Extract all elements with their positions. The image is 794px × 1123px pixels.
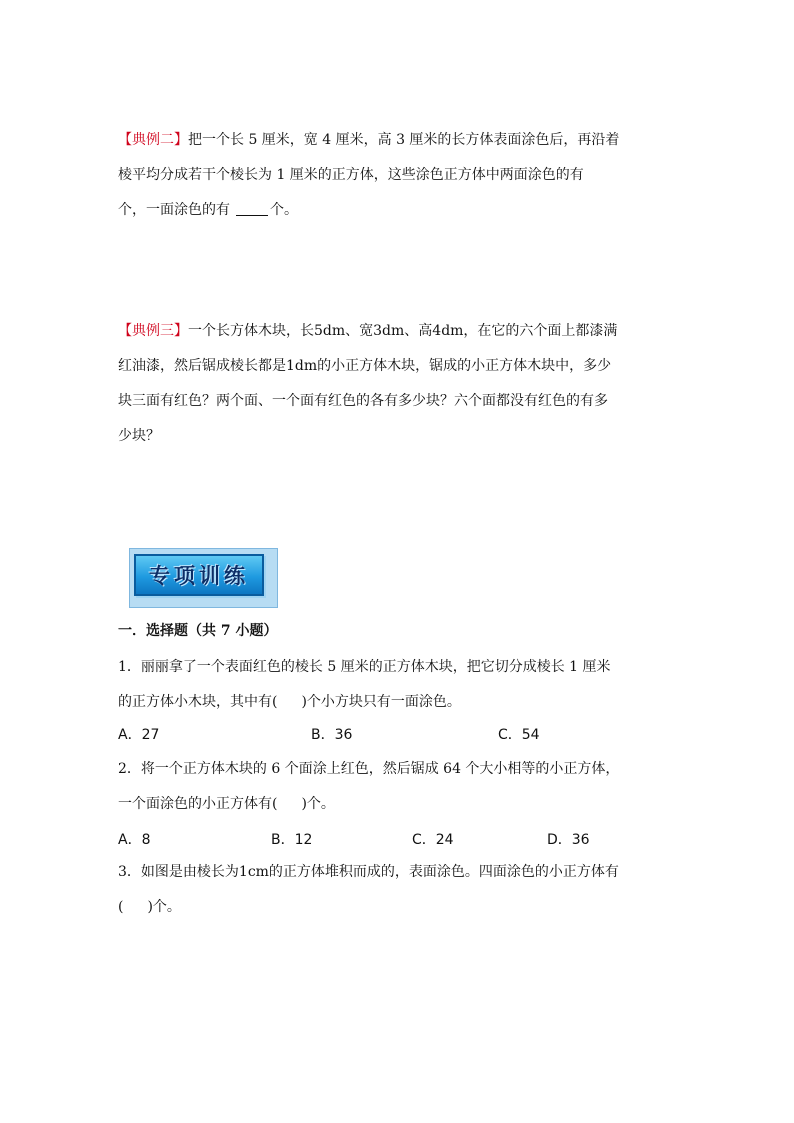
question-1-line-2b: )个小方块只有一面涂色。 (301, 694, 461, 710)
question-1-options (118, 723, 678, 747)
example-3-tag: 【典例三】 (118, 323, 188, 339)
question-3-line-2b: )个。 (147, 899, 181, 915)
question-1 (118, 650, 686, 720)
example-3 (118, 314, 686, 454)
question-3 (118, 855, 686, 925)
question-1-line-1: 1．丽丽拿了一个表面红色的棱长 5 厘米的正方体木块，把它切分成棱长 1 厘米 (118, 659, 611, 675)
question-2-options (118, 828, 678, 852)
option-c[interactable]: C．54 (498, 727, 540, 743)
example-3-line-1: 一个长方体木块，长5dm、宽3dm、高4dm，在它的六个面上都漆满 (188, 323, 618, 339)
question-3-line-1: 3．如图是由棱长为1cm的正方体堆积而成的，表面涂色。四面涂色的小正方体有 (118, 864, 619, 880)
option-a[interactable]: A．8 (118, 832, 151, 848)
example-2-line-2: 棱平均分成若干个棱长为 1 厘米的正方体，这些涂色正方体中两面涂色的有 (118, 167, 584, 183)
question-2-line-1: 2．将一个正方体木块的 6 个面涂上红色，然后锯成 64 个大小相等的小正方体， (118, 761, 620, 777)
special-training-banner (126, 545, 278, 608)
option-b[interactable]: B．36 (311, 727, 353, 743)
question-2-line-2a: 一个面涂色的小正方体有( (118, 796, 278, 812)
banner-title: 专项训练 (149, 564, 249, 588)
question-1-line-2a: 的正方体小木块，其中有( (118, 694, 278, 710)
example-2-line-3b: 个。 (270, 202, 298, 218)
option-b[interactable]: B．12 (271, 832, 313, 848)
example-3-line-4: 少块？ (118, 428, 160, 444)
option-d[interactable]: D．36 (547, 832, 590, 848)
option-a[interactable]: A．27 (118, 727, 160, 743)
example-2-line-3a: 个，一面涂色的有 (118, 202, 230, 218)
example-2-line-1: 把一个长 5 厘米，宽 4 厘米，高 3 厘米的长方体表面涂色后，再沿着 (188, 132, 620, 148)
question-3-line-2a: ( (118, 899, 124, 915)
example-2-tag: 【典例二】 (118, 132, 188, 148)
question-2 (118, 752, 686, 822)
section-title: 一．选择题（共 7 小题） (118, 623, 278, 639)
example-3-line-2: 红油漆，然后锯成棱长都是1dm的小正方体木块，锯成的小正方体木块中，多少 (118, 358, 612, 374)
question-2-line-2b: )个。 (301, 796, 335, 812)
answer-blank (236, 201, 268, 216)
option-c[interactable]: C．24 (412, 832, 454, 848)
example-3-line-3: 块三面有红色？两个面、一个面有红色的各有多少块？六个面都没有红色的有多 (118, 393, 608, 409)
example-2 (118, 123, 686, 228)
